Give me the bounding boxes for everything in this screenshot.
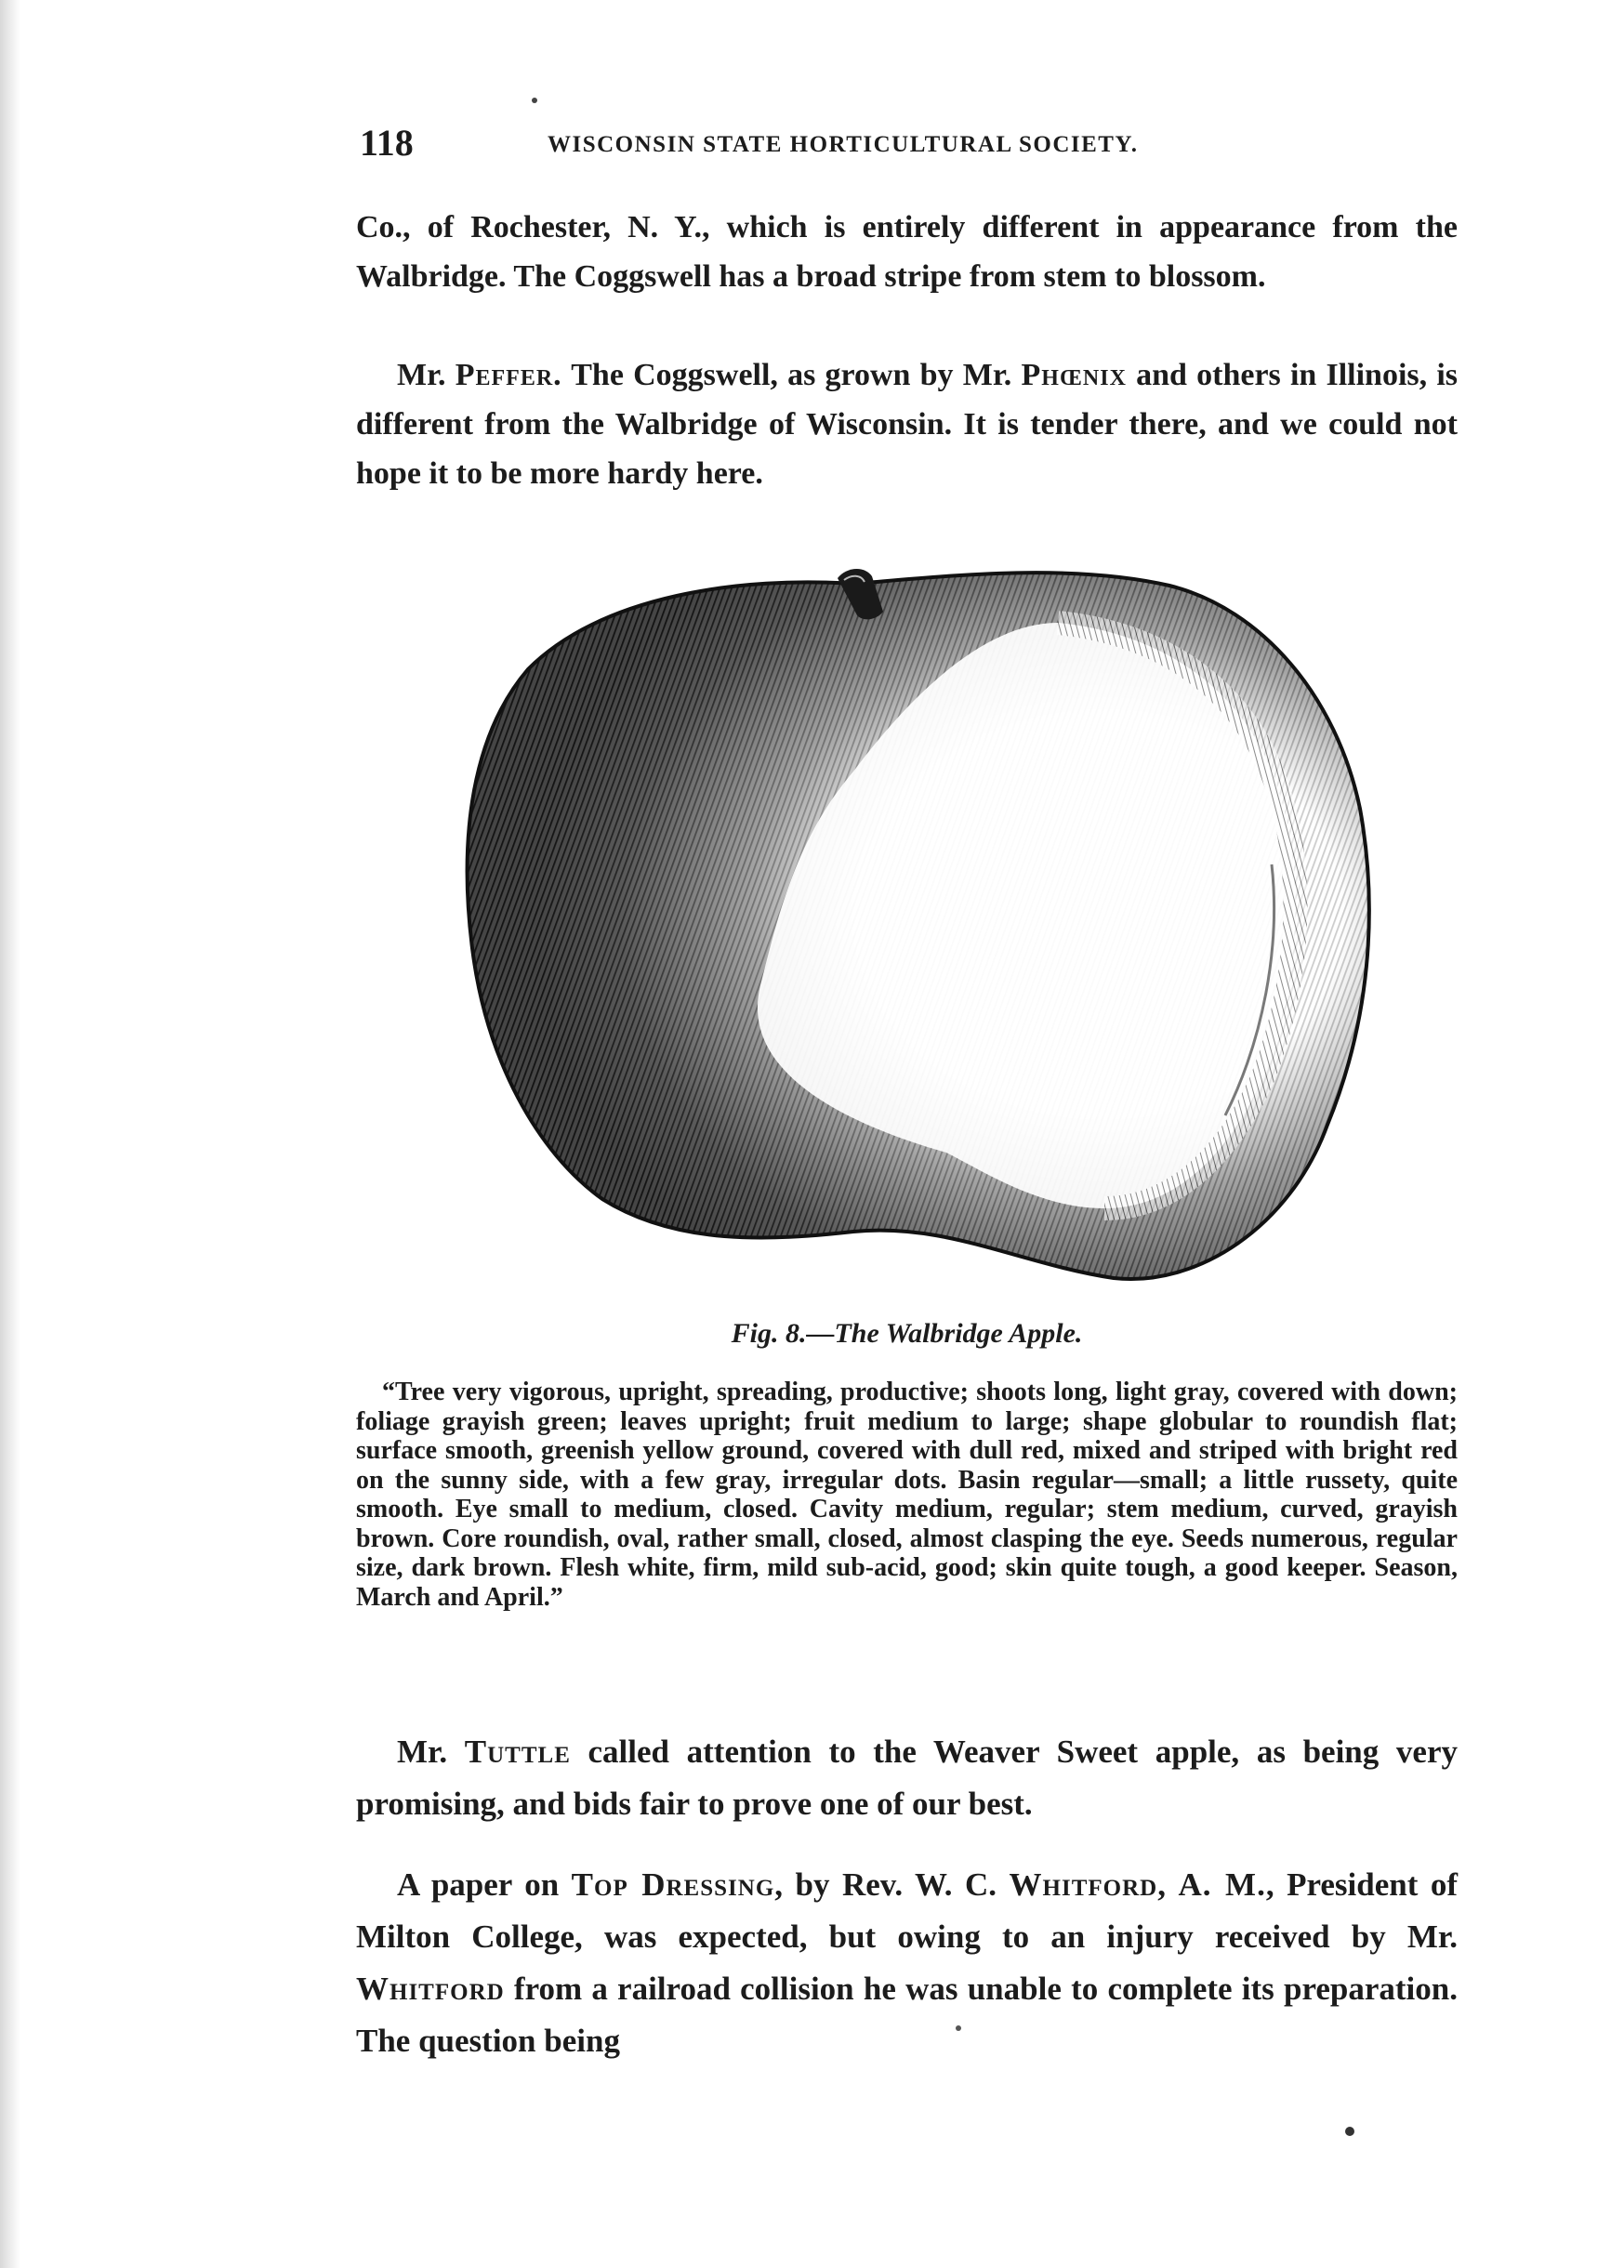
author-name-short: Whitford [356, 1971, 505, 2007]
speaker-prefix: Mr. [397, 1734, 465, 1770]
author-name: Whitford, A. M. [1009, 1866, 1266, 1903]
speaker-name: Tuttle [464, 1734, 571, 1770]
speaker-name: Peffer. [455, 358, 562, 392]
paragraph-text-part: , by Rev. W. C. [774, 1866, 1010, 1903]
paragraph-text-part: , President of Milton College, was expected, but owing to an injury received by Mr. [356, 1866, 1459, 1955]
page-number: 118 [360, 122, 414, 164]
person-name: Phœnix [1021, 358, 1127, 392]
figure-number: Fig. 8. [731, 1318, 807, 1349]
paragraph-text-part: from a railroad collision he was unable to complete its preparation. The question being [356, 1971, 1458, 2059]
running-head-title: WISCONSIN STATE HORTICULTURAL SOCIETY. [548, 132, 1139, 157]
description-text: “Tree very vigorous, upright, spreading, productive; shoots long, light gray, covered with down; foliage grayish green; leaves upright; fruit medium to large; shape globular to roundish flat; surface smooth, greenish yellow ground, covered with dull red, mixed and striped with bright red on the sunny side, with a few gray, irregular dots. Basin regular—small; a little russety, quite smooth. Eye small to medium, closed. Cavity medium, regular; stem medium, curved, grayish brown. Core roundish, oval, rather small, closed, almost clasping the eye. Seeds numerous, regular size, dark brown. Flesh white, firm, mild sub-acid, good; skin quite tough, a good keeper. Season, March and April.” [356, 1378, 1458, 1612]
paragraph-text-part: A paper on [397, 1866, 572, 1903]
paragraph-text: Co., of Rochester, N. Y., which is entirely different in appearance from the Walbridge. The Coggswell has a broad stripe from stem to blossom. [356, 210, 1458, 294]
speaker-prefix: Mr. [397, 358, 456, 392]
paper-topic: Top Dressing [571, 1866, 775, 1903]
figure-title: —The Walbridge Apple. [806, 1318, 1083, 1349]
paragraph-text-part: and others in Illinois, is different from the Walbridge of Wisconsin. It is tender there, and we could not hope it to be more hardy here. [356, 358, 1458, 491]
paragraph-text-part: The Coggswell, as grown by Mr. [561, 358, 1022, 392]
paragraph-text-part: called attention to the Weaver Sweet apple, as being very promising, and bids fair to prove one of our best. [356, 1734, 1458, 1822]
